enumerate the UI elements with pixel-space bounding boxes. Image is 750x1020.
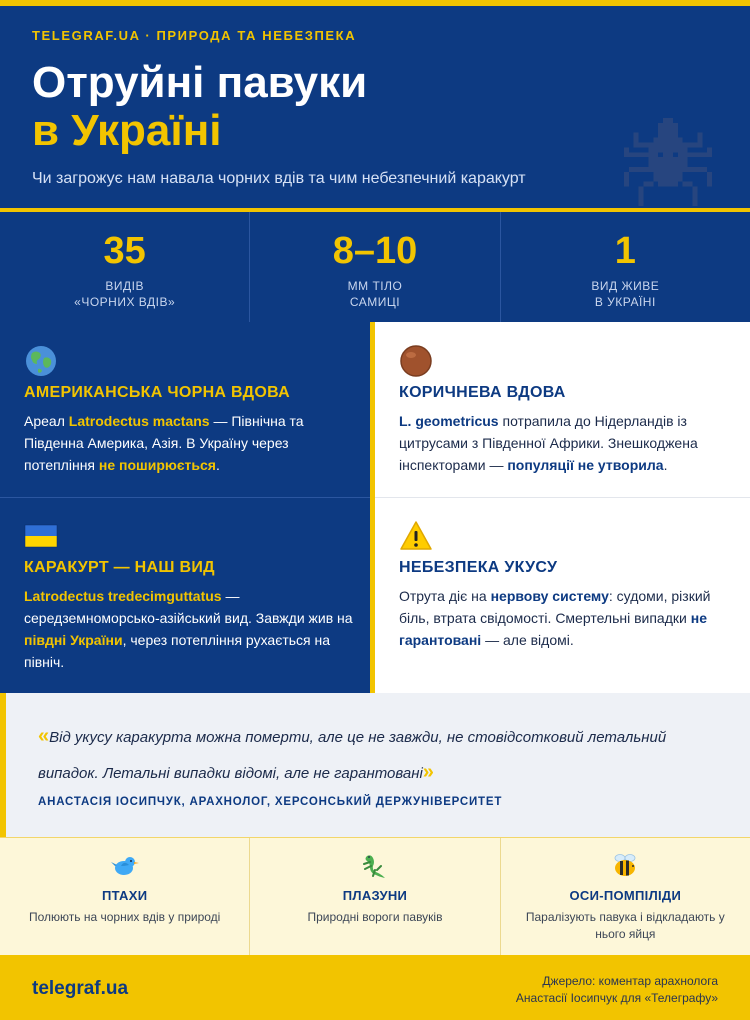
predator-desc: Паралізують павука і відкладають у нього яйця — [525, 910, 725, 941]
spider-icon — [618, 118, 718, 216]
card-title: АМЕРИКАНСЬКА ЧОРНА ВДОВА — [24, 384, 291, 401]
stat-label: ММ ТІЛО САМИЦІ — [347, 279, 403, 309]
stat-value: 35 — [103, 230, 146, 272]
predator-wasps — [501, 838, 750, 955]
card-brown-widow — [375, 322, 750, 497]
card-title: КАРАКУРТ — НАШ ВИД — [24, 559, 215, 576]
card-divider — [375, 497, 750, 498]
card-text: Latrodectus tredecimguttatus — середземноморсько-азійський вид. Завжди жив на півдні України, через потепління рухається на північ. — [24, 588, 353, 670]
card-bite-danger — [375, 497, 750, 693]
card-karakurt — [0, 497, 375, 693]
stats-bar — [0, 212, 750, 322]
stat-label: ВИД ЖИВЕ В УКРАЇНІ — [591, 279, 660, 309]
header — [0, 0, 750, 208]
card-divider — [0, 497, 375, 498]
predators-row — [0, 837, 750, 955]
predator-name: ОСИ-ПОМПІЛІДИ — [569, 888, 682, 903]
globe-icon — [24, 344, 58, 378]
quote-author: АНАСТАСІЯ ІОСИПЧУК, АРАХНОЛОГ, ХЕРСОНСЬКИЙ ДЕРЖУНІВЕРСИТЕТ — [38, 796, 503, 808]
ukraine-flag-icon — [24, 519, 58, 553]
stat-value: 1 — [614, 230, 636, 272]
stat-ukraine — [501, 212, 750, 322]
page-subtitle: Чи загрожує нам навала чорних вдів та чим небезпечний каракурт — [32, 170, 526, 187]
footer-logo[interactable]: telegraf.ua — [32, 978, 129, 999]
bird-icon — [111, 852, 139, 880]
warning-icon — [399, 519, 433, 553]
stat-species — [0, 212, 250, 322]
page-title-line1: Отруйні павуки — [32, 58, 368, 107]
predator-reptiles — [250, 838, 500, 955]
stat-body-size — [250, 212, 500, 322]
card-title: КОРИЧНЕВА ВДОВА — [399, 384, 566, 401]
footer-source: Джерело: коментар арахнолога Анастасії Іосипчук для «Телеграфу» — [515, 974, 718, 1005]
predator-name: ПЛАЗУНИ — [342, 888, 408, 903]
lizard-icon — [361, 852, 389, 880]
gold-column-divider — [370, 322, 375, 693]
expert-quote — [0, 693, 750, 837]
stat-label: ВИДІВ «ЧОРНИХ ВДІВ» — [74, 279, 176, 309]
footer — [0, 955, 750, 1020]
kicker: TELEGRAF.UA · ПРИРОДА ТА НЕБЕЗПЕКА — [32, 28, 357, 43]
wasp-icon — [611, 852, 639, 880]
predator-birds — [0, 838, 250, 955]
card-american-black-widow — [0, 322, 375, 497]
predator-desc: Полюють на чорних вдів у природі — [28, 910, 221, 924]
quote-close-mark: » — [422, 761, 434, 783]
predator-name: ПТАХИ — [101, 888, 148, 903]
brown-circle-icon — [399, 344, 433, 378]
card-text: Отрута діє на нервову систему: судоми, різкий біль, втрата свідомості. Смертельні випадки не гарантовані — але відомі. — [399, 588, 711, 648]
predator-desc: Природні вороги павуків — [307, 910, 443, 924]
card-title: НЕБЕЗПЕКА УКУСУ — [399, 559, 558, 576]
page-title-line2: в Україні — [32, 106, 222, 155]
stat-value: 8–10 — [332, 230, 418, 272]
card-text: Ареал Latrodectus mactans — Північна та Південна Америка, Азія. В Україну через потепління не поширюється. — [24, 413, 304, 473]
card-text: L. geometricus потрапила до Нідерландів із цитрусами з Південної Африки. Знешкоджена інспекторами — популяції не утворила. — [399, 413, 698, 473]
quote-open-mark: « — [38, 725, 50, 747]
quote-text: «Від укусу каракурта можна померти, але це не завжди, не стовідсотковий летальний випадок. Летальні випадки відомі, але не гарантовані» — [38, 725, 667, 783]
